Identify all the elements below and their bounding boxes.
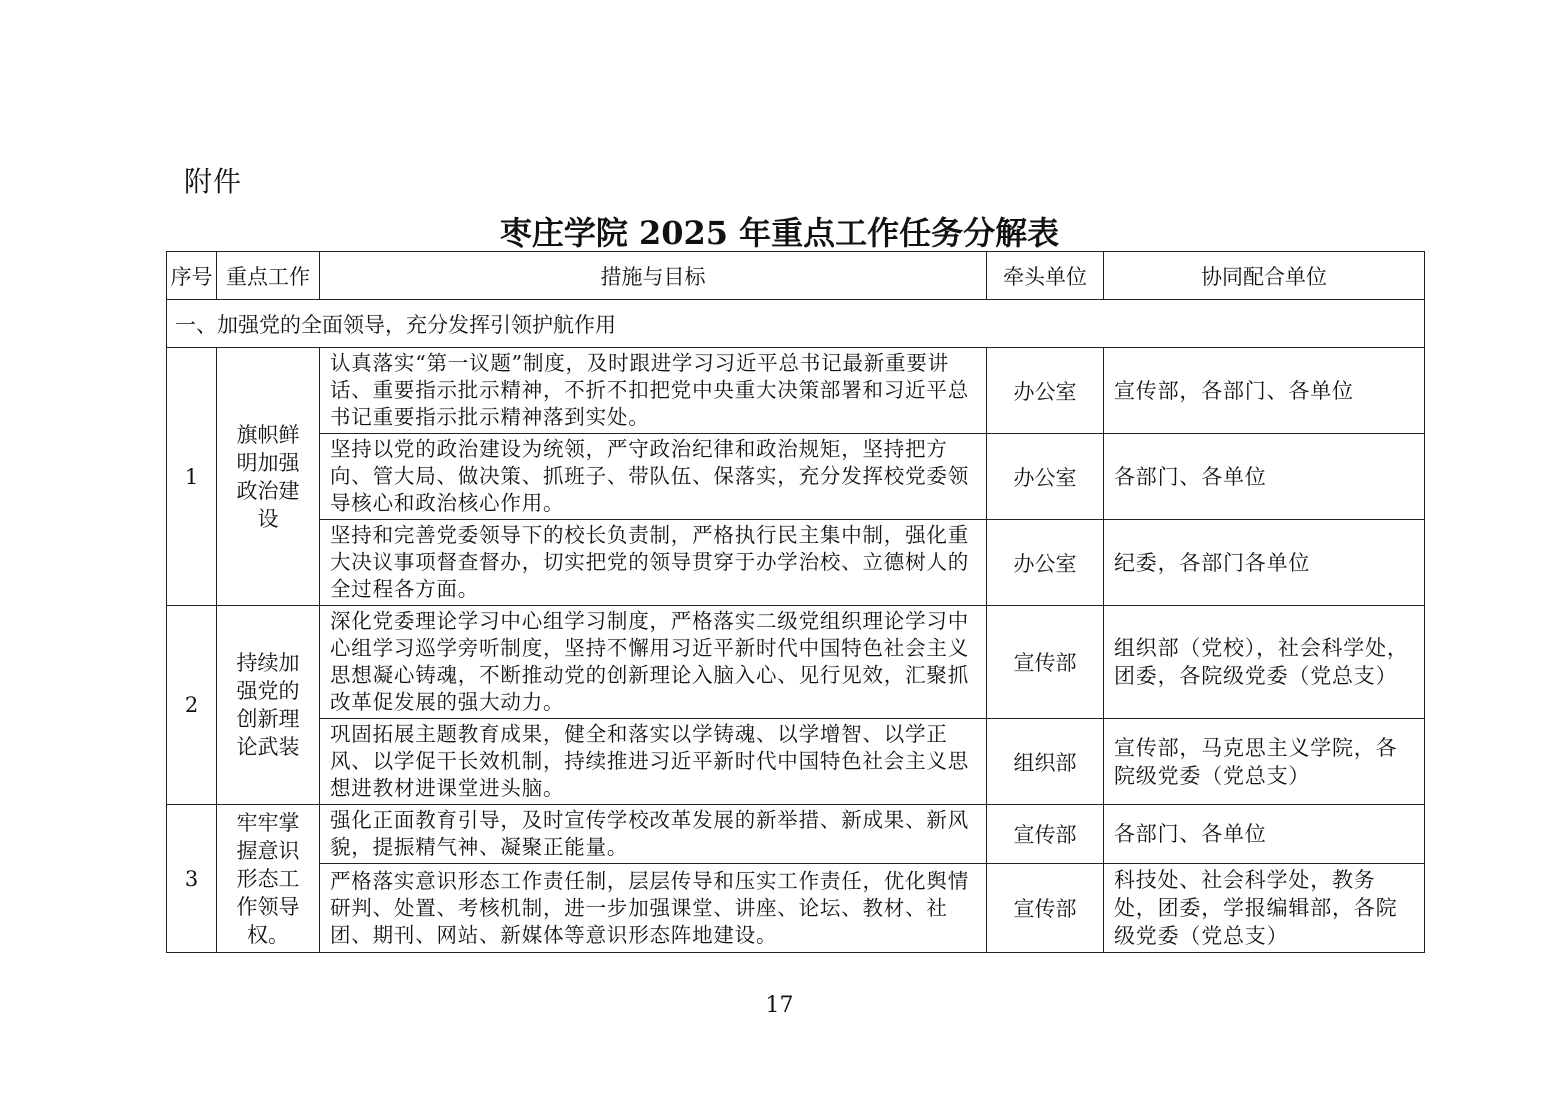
coop-units: 宣传部，各部门、各单位 [1104,348,1425,434]
key-work: 旗帜鲜明加强政治建设 [217,348,320,606]
lead-unit: 宣传部 [987,606,1104,719]
coop-units: 各部门、各单位 [1104,805,1425,864]
coop-units: 科技处、社会科学处，教务处，团委，学报编辑部，各院级党委（党总支） [1104,864,1425,953]
table-row [167,434,1425,520]
section-title: 一、加强党的全面领导，充分发挥引领护航作用 [167,300,1425,348]
lead-unit: 办公室 [987,348,1104,434]
table-row [167,719,1425,805]
measure-cell: 深化党委理论学习中心组学习制度，严格落实二级党组织理论学习中心组学习巡学旁听制度，坚持不懈用习近平新时代中国特色社会主义思想凝心铸魂，不断推动党的创新理论入脑入心、见行见效，汇聚抓改革促发展的强大动力。 [320,606,987,719]
measure-cell: 坚持和完善党委领导下的校长负责制，严格执行民主集中制，强化重大决议事项督查督办，切实把党的领导贯穿于办学治校、立德树人的全过程各方面。 [320,520,987,606]
lead-unit: 办公室 [987,520,1104,606]
measure-cell: 坚持以党的政治建设为统领，严守政治纪律和政治规矩，坚持把方向、管大局、做决策、抓班子、带队伍、保落实，充分发挥校党委领导核心和政治核心作用。 [320,434,987,520]
row-num: 1 [167,348,217,606]
key-work: 牢牢掌握意识形态工作领导权。 [217,805,320,953]
header-num: 序号 [167,252,217,300]
lead-unit: 组织部 [987,719,1104,805]
table-row [167,805,1425,864]
key-work: 持续加强党的创新理论武装 [217,606,320,805]
header-key-work: 重点工作 [217,252,320,300]
header-lead-unit: 牵头单位 [987,252,1104,300]
lead-unit: 宣传部 [987,864,1104,953]
table-row [167,520,1425,606]
table-row [167,864,1425,953]
measure-cell: 认真落实“第一议题”制度，及时跟进学习习近平总书记最新重要讲话、重要指示批示精神，不折不扣把党中央重大决策部署和习近平总书记重要指示批示精神落到实处。 [320,348,987,434]
coop-units: 组织部（党校），社会科学处，团委，各院级党委（党总支） [1104,606,1425,719]
attachment-label: 附件 [184,165,243,198]
task-table [166,251,1425,953]
lead-unit: 宣传部 [987,805,1104,864]
row-num: 2 [167,606,217,805]
table-row [167,606,1425,719]
row-num: 3 [167,805,217,953]
header-measures: 措施与目标 [320,252,987,300]
section-row [167,300,1425,348]
measure-cell: 巩固拓展主题教育成果，健全和落实以学铸魂、以学增智、以学正风、以学促干长效机制，持续推进习近平新时代中国特色社会主义思想进教材进课堂进头脑。 [320,719,987,805]
header-coop-units: 协同配合单位 [1104,252,1425,300]
page-number: 17 [765,993,794,1018]
document-title: 枣庄学院 2025 年重点工作任务分解表 [499,214,1060,252]
coop-units: 宣传部，马克思主义学院，各院级党委（党总支） [1104,719,1425,805]
table-header-row [167,252,1425,300]
table-row [167,348,1425,434]
lead-unit: 办公室 [987,434,1104,520]
measure-cell: 强化正面教育引导，及时宣传学校改革发展的新举措、新成果、新风貌，提振精气神、凝聚正能量。 [320,805,987,864]
coop-units: 各部门、各单位 [1104,434,1425,520]
coop-units: 纪委，各部门各单位 [1104,520,1425,606]
measure-cell: 严格落实意识形态工作责任制，层层传导和压实工作责任，优化舆情研判、处置、考核机制，进一步加强课堂、讲座、论坛、教材、社团、期刊、网站、新媒体等意识形态阵地建设。 [320,864,987,953]
